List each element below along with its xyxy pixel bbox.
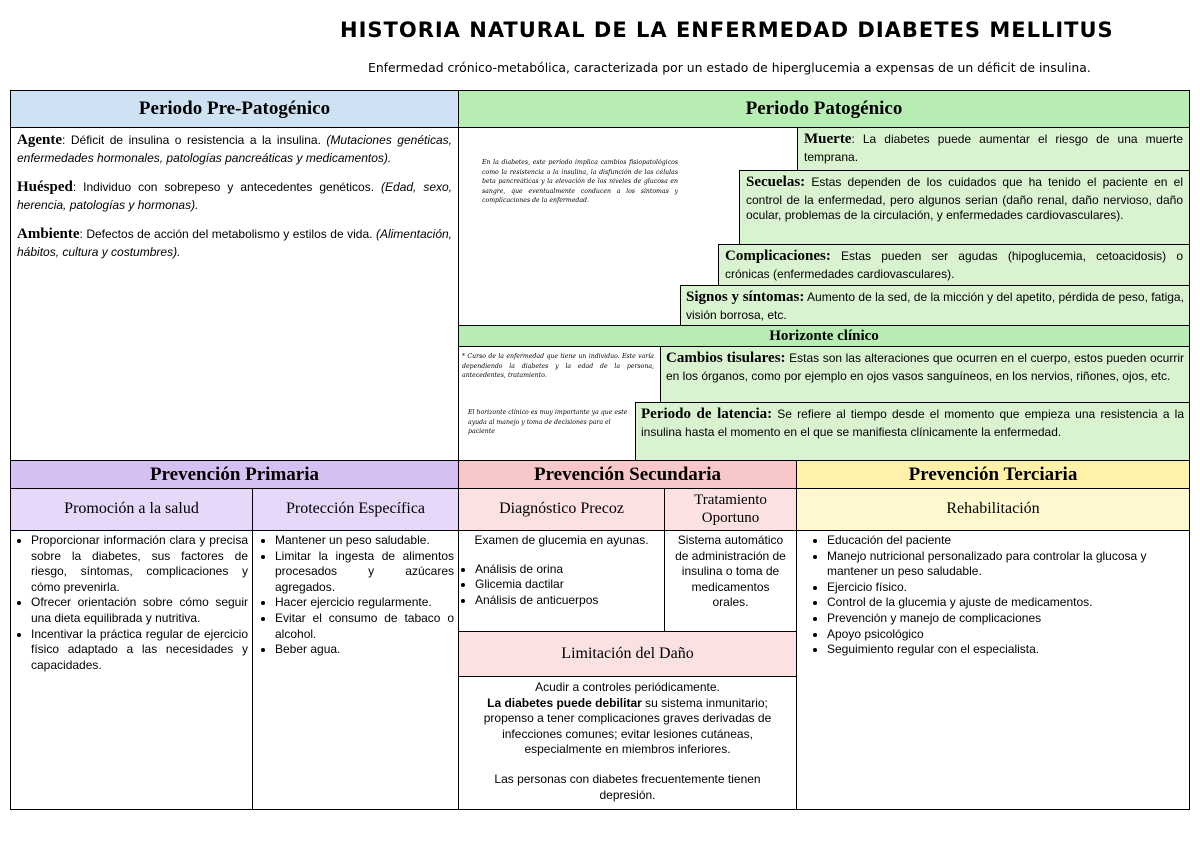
rehabilitacion-item: • Apoyo psicológico — [827, 627, 1181, 643]
page-subtitle: Enfermedad crónico-metabólica, caracterizada por un estado de hiperglucemia a expensas de un déficit de insulina. — [368, 60, 1091, 75]
proteccion-item: • Beber agua. — [275, 642, 454, 658]
secuelas-text: Estas dependen de los cuidados que ha tenido el paciente en el control de la enfermedad, pero algunos serian (daño renal, daño nervioso, daño ocular, problemas de la circulación, y enfermedades cardiovasculares). — [746, 175, 1183, 223]
muerte-box — [797, 127, 1190, 171]
muerte-text: : La diabetes puede aumentar el riesgo de una muerte temprana. — [804, 132, 1183, 164]
huesped-text: : Individuo con sobrepeso y antecedentes genéticos. — [72, 180, 382, 195]
page-title: HISTORIA NATURAL DE LA ENFERMEDAD DIABETES MELLITUS — [340, 18, 1114, 42]
complicaciones-label: Complicaciones: — [725, 248, 831, 264]
patogenico-heading: Periodo Patogénico — [458, 90, 1190, 128]
diagnostico-item: • Análisis de anticuerpos — [475, 593, 660, 609]
limitacion-last: Las personas con diabetes frecuentemente tienen depresión. — [494, 771, 761, 802]
latencia-box — [635, 402, 1190, 461]
secuelas-box — [739, 170, 1190, 245]
agente-examples: (Mutaciones genéticas, enfermedades hormonales, patologías pancreáticas y medicamentos). — [17, 133, 452, 165]
complicaciones-box — [718, 244, 1190, 286]
proteccion-item: • Mantener un peso saludable. — [275, 533, 454, 549]
pre-patogenico-body — [10, 127, 459, 461]
limitacion-heading: Limitación del Daño — [458, 631, 797, 677]
primaria-heading: Prevención Primaria — [10, 460, 459, 489]
cambios-text: Estas son las alteraciones que ocurren en el cuerpo, estos pueden ocurrir en los órganos, como por ejemplo en ojos vasos sanguíneos, en los nervios, riñones, ojos, etc. — [666, 351, 1185, 383]
proteccion-item: • Hacer ejercicio regularmente. — [275, 595, 454, 611]
ambiente-examples: (Alimentación, hábitos, cultura y costumbres). — [17, 227, 452, 259]
promocion-item: • Ofrecer orientación sobre cómo seguir una dieta equilibrada y nutritiva. — [31, 595, 248, 626]
cambios-tisulares-box — [660, 346, 1190, 403]
limitacion-bold: La diabetes puede debilitar — [487, 695, 642, 710]
rehabilitacion-item: • Seguimiento regular con el especialista. — [827, 642, 1181, 658]
horizonte-clinico: Horizonte clínico — [458, 325, 1190, 347]
diagnostico-first: Examen de glucemia en ayunas. — [474, 533, 649, 547]
rehabilitacion-item: • Prevención y manejo de complicaciones — [827, 611, 1181, 627]
huesped-examples: (Edad, sexo, herencia, patologías y hormonas). — [17, 180, 452, 212]
promocion-item: • Incentivar la práctica regular de ejercicio físico adaptado a las necesidades y capacidades. — [31, 627, 248, 674]
signos-label: Signos y síntomas: — [686, 289, 805, 305]
patogenico-note: En la diabetes, este período implica cambios fisiopatológicos como la resistencia a la insulina, la disfunción de las células beta pancreáticas y la elevación de los niveles de glucosa en sangre, que eventualmente conducen a los síntomas y complicaciones de la enfermedad. — [482, 159, 678, 205]
tratamiento-heading: Tratamiento Oportuno — [664, 488, 797, 531]
complicaciones-text: Estas pueden ser agudas (hipoglucemia, cetoacidosis) o crónicas (enfermedades cardiovasculares). — [725, 249, 1183, 281]
proteccion-item: • Evitar el consumo de tabaco o alcohol. — [275, 611, 454, 642]
agente-label: Agente — [17, 132, 62, 148]
huesped-block — [17, 178, 452, 213]
pre-patogenico-heading: Periodo Pre-Patogénico — [10, 90, 459, 128]
rehabilitacion-item: • Manejo nutricional personalizado para controlar la glucosa y mantener un peso saludable. — [827, 549, 1181, 580]
rehabilitacion-item: • Educación del paciente — [827, 533, 1181, 549]
horizonte-note: El horizonte clínico es muy importante ya que este ayuda al manejo y toma de decisiones para el paciente — [468, 409, 628, 436]
latencia-text: Se refiere al tiempo desde el momento que empieza una resistencia a la insulina hasta el momento en el que se manifiesta clínicamente la enfermedad. — [641, 407, 1185, 439]
diagnostico-item: • Glicemia dactilar — [475, 577, 660, 593]
rehabilitacion-item: • Control de la glucemia y ajuste de medicamentos. — [827, 595, 1181, 611]
curso-note: * Curso de la enfermedad que tiene un individuo. Este varía dependiendo la diabetes y la edad de la persona, antecedentes, tratamiento. — [462, 353, 654, 380]
ambiente-block — [17, 225, 452, 260]
diagnostico-box — [458, 530, 665, 632]
rehabilitacion-list — [796, 530, 1190, 810]
limitacion-para — [471, 696, 784, 758]
diagnostico-item: • Análisis de orina — [475, 562, 660, 578]
limitacion-rest: su sistema inmunitario; propenso a tener complicaciones graves derivadas de infecciones comunes; evitar lesiones cutáneas, especialmente en miembros inferiores. — [483, 695, 772, 757]
tratamiento-box: Sistema automático de administración de insulina o toma de medicamentos orales. — [664, 530, 797, 632]
terciaria-heading: Prevención Terciaria — [796, 460, 1190, 489]
ambiente-text: : Defectos de acción del metabolismo y estilos de vida. — [79, 227, 376, 242]
agente-block — [17, 131, 452, 166]
secuelas-label: Secuelas: — [746, 174, 806, 190]
promocion-list — [10, 530, 253, 810]
promocion-item: • Proporcionar información clara y precisa sobre la diabetes, sus factores de riesgo, síntomas, complicaciones y cómo prevenirla. — [31, 533, 248, 595]
limitacion-box — [458, 676, 797, 810]
cambios-label: Cambios tisulares: — [666, 350, 786, 366]
agente-text: : Déficit de insulina o resistencia a la insulina. — [62, 133, 327, 147]
proteccion-heading: Protección Específica — [252, 488, 459, 531]
proteccion-item: • Limitar la ingesta de alimentos procesados y azúcares agregados. — [275, 549, 454, 596]
secundaria-heading: Prevención Secundaria — [458, 460, 797, 489]
limitacion-line1: Acudir a controles periódicamente. — [535, 680, 720, 694]
huesped-label: Huésped — [17, 179, 73, 196]
signos-text: Aumento de la sed, de la micción y del apetito, pérdida de peso, fatiga, visión borrosa, etc. — [686, 290, 1184, 322]
promocion-heading: Promoción a la salud — [10, 488, 253, 531]
muerte-label: Muerte — [804, 131, 852, 147]
proteccion-list — [252, 530, 459, 810]
diagnostico-heading: Diagnóstico Precoz — [458, 488, 665, 531]
ambiente-label: Ambiente — [17, 226, 80, 243]
latencia-label: Periodo de latencia: — [641, 406, 773, 422]
signos-box — [680, 285, 1190, 326]
rehabilitacion-item: • Ejercicio físico. — [827, 580, 1181, 596]
rehabilitacion-heading: Rehabilitación — [796, 488, 1190, 531]
